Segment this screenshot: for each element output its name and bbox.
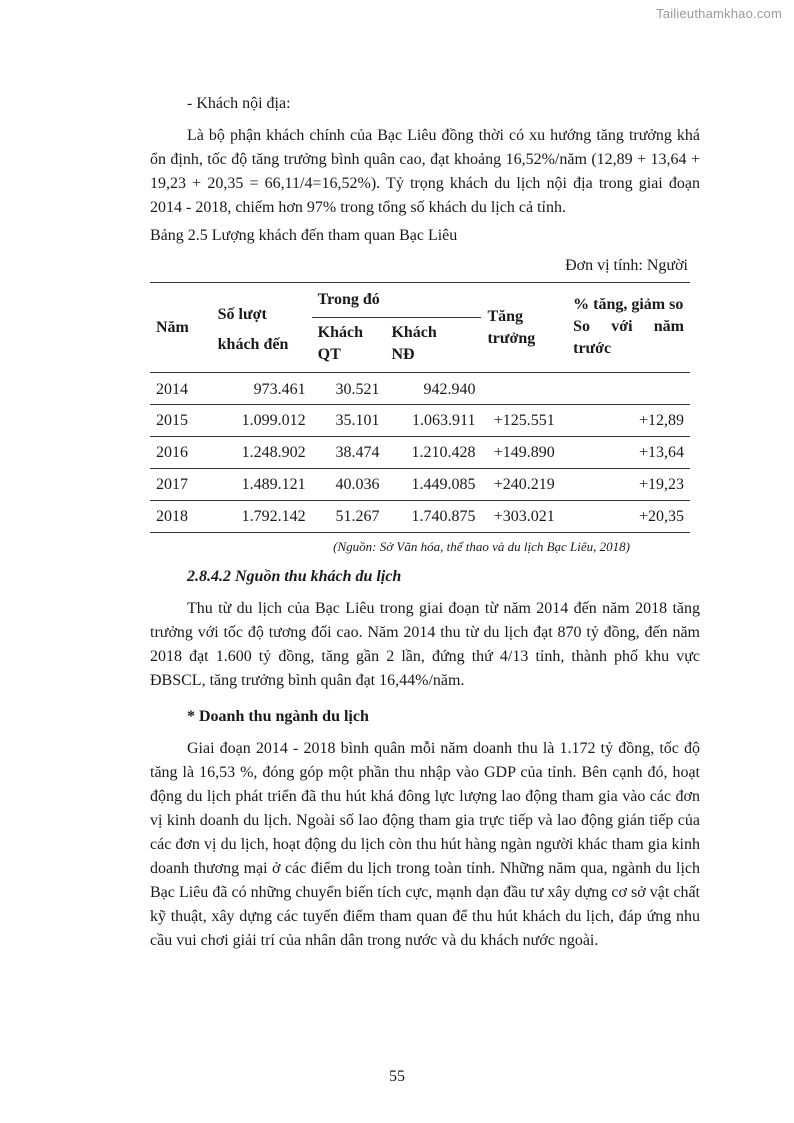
cell-total: 1.792.142 (212, 501, 312, 533)
cell-growth: +149.890 (481, 437, 567, 469)
header-year: Năm (156, 318, 189, 336)
tourism-revenue-paragraph: Giai đoạn 2014 - 2018 bình quân mỗi năm doanh thu là 1.172 tỷ đồng, tốc độ tăng là 16,53 %, đóng góp một phần thu nhập vào GDP của tỉnh. Bên cạnh đó, hoạt động du lịch phát triển đã thu hút khá đông lực lượng lao động tham gia vào các đơn vị kinh doanh du lịch. Ngoài số lao động tham gia trực tiếp và lao động gián tiếp của các đơn vị du lịch, hoạt động du lịch còn thu hút hàng ngàn người khác tham gia kinh doanh thương mại ở các điểm du lịch trong toàn tỉnh. Những năm qua, ngành du lịch Bạc Liêu đã có những chuyển biến tích cực, mạnh dạn đầu tư xây dựng cơ sở vật chất kỹ thuật, xây dựng các tuyến điểm tham quan để thu hút khách du lịch, đáp ứng nhu cầu vui chơi giải trí của nhân dân trong nước và du khách nước ngoài. (150, 740, 700, 949)
cell-intl: 40.036 (312, 469, 386, 501)
cell-intl: 30.521 (312, 373, 386, 405)
cell-pct: +19,23 (567, 469, 690, 501)
section-heading-revenue: 2.8.4.2 Nguồn thu khách du lịch (187, 568, 402, 585)
cell-total: 1.099.012 (212, 405, 312, 437)
cell-year: 2014 (150, 373, 212, 405)
header-intl: Khách QT (317, 324, 363, 363)
table-row (150, 501, 690, 533)
domestic-visitors-paragraph: Là bộ phận khách chính của Bạc Liêu đồng thời có xu hướng tăng trưởng khá ổn định, tốc độ tăng trưởng bình quân cao, đạt khoảng 16,52%/năm (12,89 + 13,64 + 19,23 + 20,35 = 66,11/4=16,52%). Tỷ trọng khách du lịch nội địa trong giai đoạn 2014 - 2018, chiếm hơn 97% trong tổng số khách du lịch cả tỉnh. (150, 127, 700, 216)
cell-growth: +125.551 (481, 405, 567, 437)
table-header-row (150, 283, 690, 318)
cell-domestic: 1.740.875 (385, 501, 481, 533)
visitors-table (150, 282, 690, 533)
cell-year: 2015 (150, 405, 212, 437)
cell-total: 1.248.902 (212, 437, 312, 469)
header-domestic: Khách NĐ (391, 324, 437, 363)
cell-domestic: 1.449.085 (385, 469, 481, 501)
cell-year: 2018 (150, 501, 212, 533)
table-row (150, 469, 690, 501)
table-source: (Nguồn: Sở Văn hóa, thể thao và du lịch Bạc Liêu, 2018) (333, 539, 630, 554)
cell-pct: +20,35 (567, 501, 690, 533)
header-group: Trong đó (317, 291, 380, 308)
cell-growth: +240.219 (481, 469, 567, 501)
cell-pct: +12,89 (567, 405, 690, 437)
cell-pct: +13,64 (567, 437, 690, 469)
table-unit: Đơn vị tính: Người (565, 257, 688, 274)
table-row (150, 373, 690, 405)
header-pct: % tăng, giảm so So với năm trước (573, 295, 684, 357)
cell-intl: 51.267 (312, 501, 386, 533)
cell-intl: 38.474 (312, 437, 386, 469)
cell-total: 973.461 (212, 373, 312, 405)
page-number: 55 (389, 1068, 405, 1085)
page-content (150, 92, 700, 953)
header-visits: Số lượt khách đến (217, 305, 289, 353)
revenue-paragraph: Thu từ du lịch của Bạc Liêu trong giai đoạn từ năm 2014 đến năm 2018 tăng trưởng với tốc độ tương đối cao. Năm 2014 thu từ du lịch đạt 870 tỷ đồng, đến năm 2018 đạt 1.600 tỷ đồng, tăng gần 2 lần, đứng thứ 4/13 tỉnh, thành phố khu vực ĐBSCL, tăng trưởng bình quân đạt 16,44%/năm. (150, 600, 700, 689)
table-row (150, 405, 690, 437)
cell-intl: 35.101 (312, 405, 386, 437)
cell-year: 2016 (150, 437, 212, 469)
section-heading-tourism-revenue: * Doanh thu ngành du lịch (187, 708, 369, 725)
table-row (150, 437, 690, 469)
cell-domestic: 942.940 (385, 373, 481, 405)
cell-year: 2017 (150, 469, 212, 501)
cell-domestic: 1.063.911 (385, 405, 481, 437)
cell-total: 1.489.121 (212, 469, 312, 501)
cell-growth: +303.021 (481, 501, 567, 533)
cell-growth (481, 373, 567, 405)
cell-domestic: 1.210.428 (385, 437, 481, 469)
watermark: Tailieuthamkhao.com (656, 6, 782, 21)
header-growth: Tăng trưởng (487, 307, 536, 347)
cell-pct (567, 373, 690, 405)
table-caption: Bảng 2.5 Lượng khách đến tham quan Bạc Liêu (150, 227, 458, 244)
domestic-visitors-bullet: - Khách nội địa: (187, 95, 291, 112)
